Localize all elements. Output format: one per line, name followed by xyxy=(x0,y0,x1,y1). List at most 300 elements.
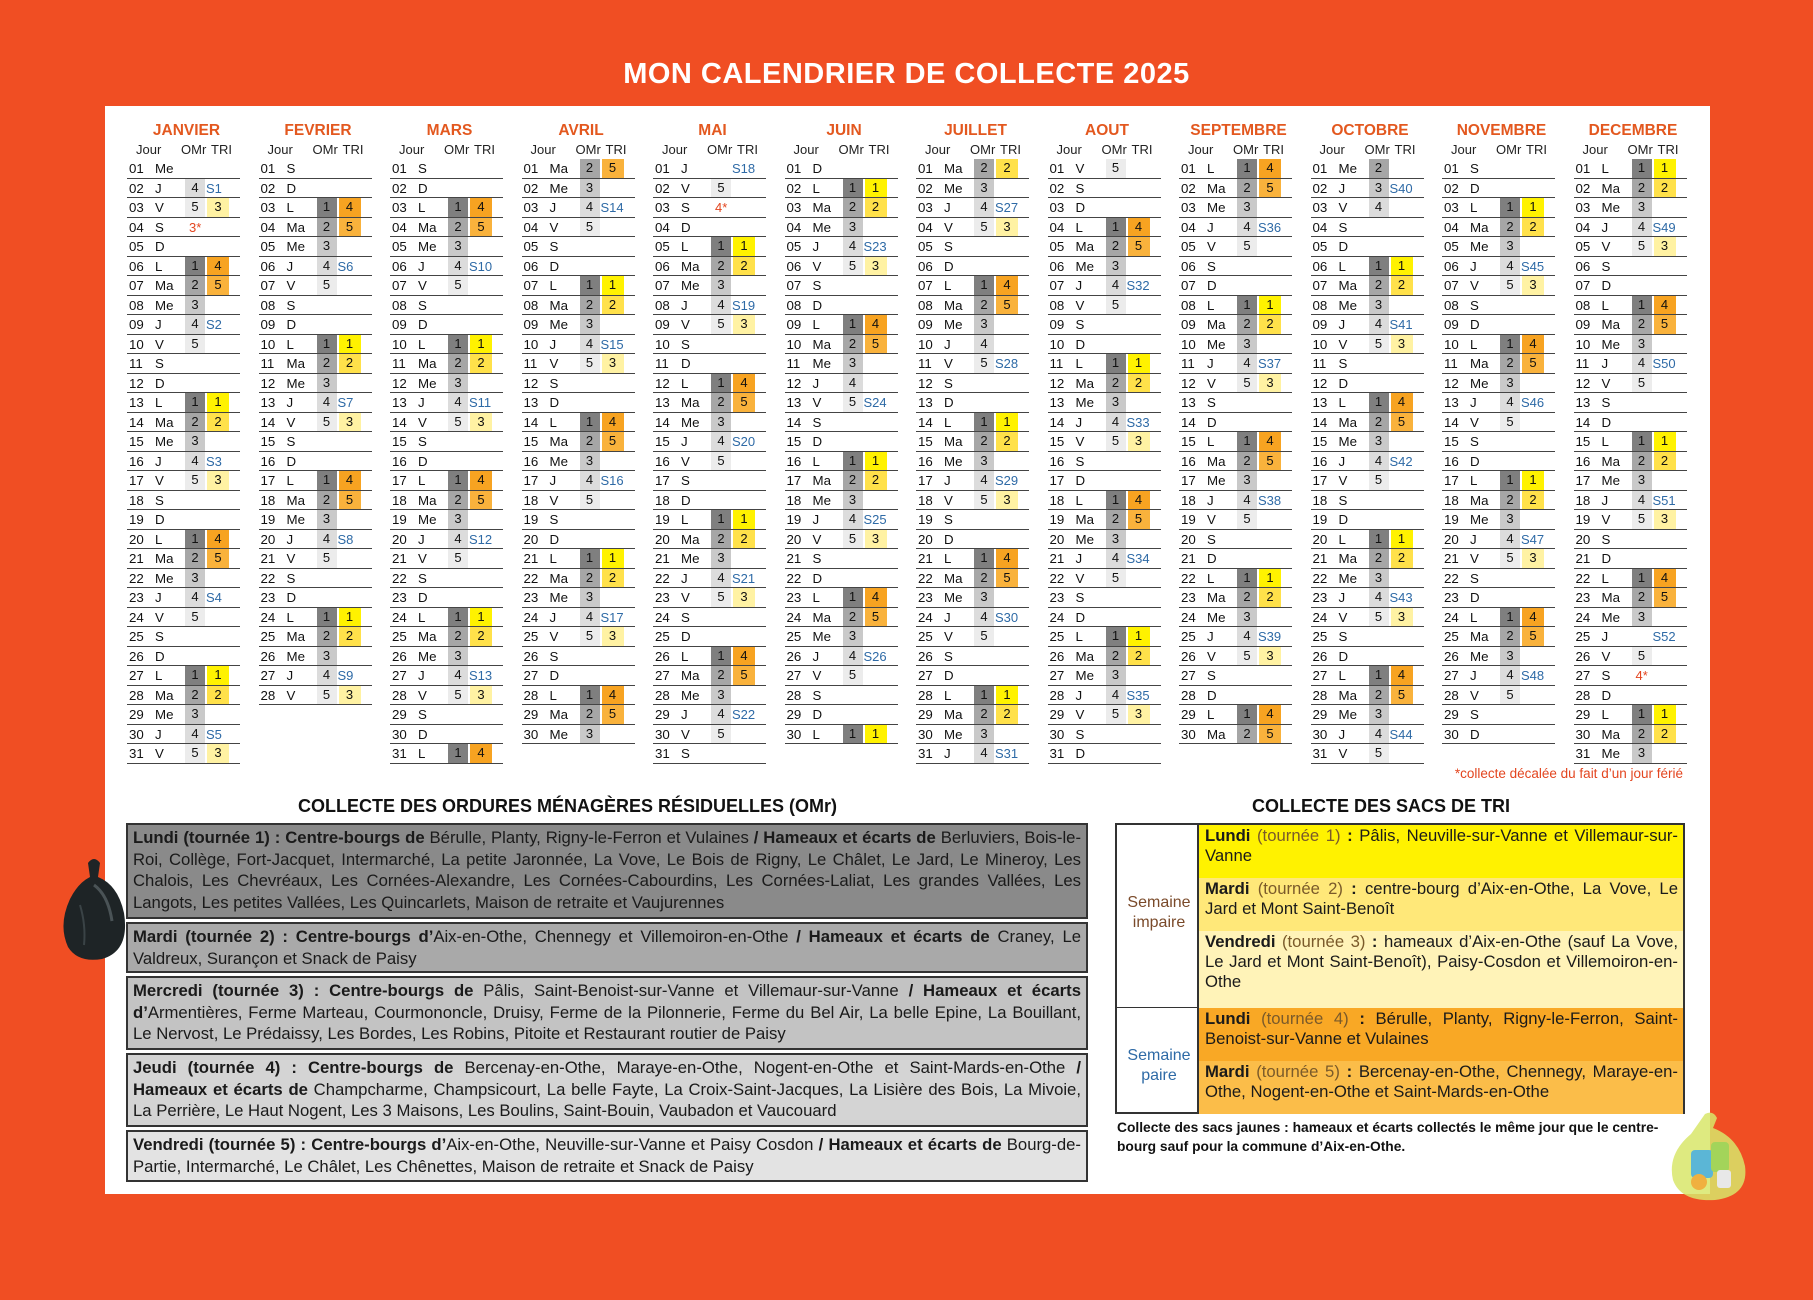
tri-tour: 2 xyxy=(996,432,1018,451)
day-number: 17 xyxy=(1049,473,1065,488)
omr-tour: 2 xyxy=(1500,354,1520,373)
weekday: Ma xyxy=(418,629,437,644)
week-label: S9 xyxy=(337,668,354,683)
weekday: Me xyxy=(418,512,437,527)
tri-tour: 3 xyxy=(207,744,229,763)
day-row xyxy=(1179,198,1292,218)
day-row xyxy=(1048,432,1161,452)
day-row xyxy=(1311,315,1424,335)
tri-tour: 1 xyxy=(1654,705,1676,724)
tri-tour: 3 xyxy=(1654,510,1676,529)
day-number: 03 xyxy=(786,200,802,215)
day-row xyxy=(785,627,898,647)
weekday: Me xyxy=(1207,473,1226,488)
weekday: S xyxy=(286,434,296,449)
omr-tour: 1 xyxy=(1500,335,1520,354)
day-number: 29 xyxy=(1312,707,1328,722)
day-number: 28 xyxy=(392,687,407,703)
weekday: V xyxy=(1075,161,1085,176)
weekday: Me xyxy=(812,492,831,508)
day-number: 26 xyxy=(1444,648,1459,664)
day-row xyxy=(653,315,766,335)
day-number: 15 xyxy=(1444,434,1459,449)
tri-tour: 3 xyxy=(339,686,361,705)
weekday: Ma xyxy=(155,278,174,293)
day-number: 31 xyxy=(918,746,933,761)
day-number: 07 xyxy=(392,278,407,293)
omr-tour: 5 xyxy=(448,276,468,295)
day-number: 01 xyxy=(918,161,933,176)
day-row xyxy=(1179,471,1292,491)
tri-tour: 3 xyxy=(1522,549,1544,568)
weekday: D xyxy=(681,356,691,371)
weekday: L xyxy=(1338,395,1346,410)
omr-tour: 5 xyxy=(711,179,731,198)
day-number: 24 xyxy=(1444,609,1459,625)
tri-row-5: Mardi (tournée 5) : Bercenay-en-Othe, Chennegy, Maraye-en-Othe, Nogent-en-Othe et Saint-Mards-en-Othe xyxy=(1197,1061,1683,1114)
weekday: V xyxy=(1601,239,1611,254)
omr-tour: 4 xyxy=(1500,530,1520,549)
day-row xyxy=(522,666,635,686)
day-number: 15 xyxy=(655,434,670,449)
day-row xyxy=(785,276,898,296)
omr-tour: 4 xyxy=(317,530,337,549)
omr-tour: 3 xyxy=(580,452,600,471)
day-row xyxy=(1048,744,1161,764)
tri-tour: 3 xyxy=(207,471,229,490)
day-number: 12 xyxy=(1181,375,1196,391)
weekday: Me xyxy=(812,629,831,644)
weekday: L xyxy=(1075,356,1083,371)
tri-tour: 5 xyxy=(470,491,492,510)
day-number: 12 xyxy=(786,375,802,391)
week-label: S20 xyxy=(732,434,756,449)
header-omr: OMr xyxy=(444,142,470,157)
omr-tour: 4 xyxy=(843,237,863,256)
day-row xyxy=(785,647,898,667)
weekday: Ma xyxy=(812,200,831,215)
day-row xyxy=(785,354,898,374)
header-omr: OMr xyxy=(970,142,996,157)
day-row xyxy=(522,432,635,452)
month-name: JANVIER xyxy=(152,122,221,139)
day-row xyxy=(1179,315,1292,335)
weekday: Me xyxy=(155,161,174,176)
day-row xyxy=(653,744,766,764)
omr-block-4: Jeudi (tournée 4) : Centre-bourgs de Bercenay-en-Othe, Maraye-en-Othe, Nogent-en-Othe et Saint-Mards-en-Othe / Hameaux et écarts de Champcharme, Champsicourt, La belle Fayte, La Croix-Saint-Jacques, La Lisière des Bois, La Mivoie, La Perrière, Le Haut Nogent, Les 3 Maisons, Les Boulins, Saint-Bouin, Vaubadon et Vaucouard xyxy=(126,1053,1088,1127)
omr-tour: 3 xyxy=(1369,179,1389,198)
weekday: Me xyxy=(681,551,700,566)
weekday: Me xyxy=(681,687,700,703)
day-row xyxy=(1048,393,1161,413)
weekday: S xyxy=(155,219,164,235)
weekday: D xyxy=(1075,746,1086,761)
weekday: S xyxy=(1470,707,1479,722)
weekday: S xyxy=(681,609,690,625)
tri-tour: 3 xyxy=(602,627,624,646)
day-number: 29 xyxy=(129,707,144,722)
weekday: S xyxy=(944,375,953,391)
day-row xyxy=(1048,159,1161,179)
day-number: 23 xyxy=(786,590,802,605)
tri-tour: 5 xyxy=(602,432,624,451)
day-row xyxy=(1311,491,1424,511)
day-number: 11 xyxy=(1444,356,1458,371)
day-number: 25 xyxy=(786,629,802,644)
day-row xyxy=(390,432,503,452)
day-number: 23 xyxy=(1181,590,1196,605)
omr-tour: 5 xyxy=(580,218,600,237)
tri-tour: 2 xyxy=(1391,276,1413,295)
omr-tour: 3 xyxy=(317,647,337,666)
omr-tour: 5 xyxy=(1500,276,1520,295)
tri-tour: 2 xyxy=(1259,588,1281,607)
day-row xyxy=(653,647,766,667)
omr-tour: 4 xyxy=(1369,725,1389,744)
day-row xyxy=(1311,237,1424,257)
tri-tour: 1 xyxy=(339,335,361,354)
day-number: 20 xyxy=(1444,531,1459,547)
day-row xyxy=(785,608,898,628)
header-tri: TRI xyxy=(868,142,890,157)
omr-tour: 3 xyxy=(1237,471,1257,490)
omr-tour: 3 xyxy=(580,588,600,607)
weekday: Ma xyxy=(1338,414,1357,430)
day-number: 30 xyxy=(1181,726,1196,742)
weekday: Ma xyxy=(1601,180,1620,196)
day-row xyxy=(1574,491,1687,511)
weekday: V xyxy=(1338,746,1348,761)
day-number: 17 xyxy=(1312,473,1328,488)
omr-tour: 5 xyxy=(843,257,863,276)
omr-tour: 5 xyxy=(1500,413,1520,432)
day-row xyxy=(785,686,898,706)
day-number: 25 xyxy=(1181,629,1196,644)
omr-tour: 2 xyxy=(711,257,731,276)
omr-tour: 3 xyxy=(1632,744,1652,763)
day-number: 01 xyxy=(1049,161,1065,176)
day-number: 13 xyxy=(392,395,407,410)
day-number: 24 xyxy=(918,609,933,625)
day-row xyxy=(1574,218,1687,238)
day-row xyxy=(1048,257,1161,277)
omr-tour: 5 xyxy=(580,491,600,510)
day-row xyxy=(653,530,766,550)
day-number: 17 xyxy=(129,473,144,488)
day-row xyxy=(259,413,372,433)
weekday: Me xyxy=(681,278,700,293)
day-row xyxy=(1311,647,1424,667)
week-label: S40 xyxy=(1389,180,1413,196)
week-label: S23 xyxy=(863,239,887,254)
day-number: 05 xyxy=(1575,239,1591,254)
day-number: 16 xyxy=(786,453,802,469)
day-row xyxy=(916,647,1029,667)
tri-tour: 1 xyxy=(865,452,887,471)
tri-tour: 2 xyxy=(996,159,1018,178)
day-row xyxy=(916,335,1029,355)
day-row xyxy=(522,725,635,745)
week-label: S45 xyxy=(1521,258,1545,274)
day-number: 19 xyxy=(129,512,144,527)
weekday: J xyxy=(549,336,557,352)
omr-tour: 2 xyxy=(974,569,994,588)
tri-tour: 5 xyxy=(1259,452,1281,471)
weekday: S xyxy=(1338,492,1348,508)
day-number: 10 xyxy=(1575,336,1591,352)
day-row xyxy=(259,686,372,706)
day-row xyxy=(785,257,898,277)
day-row xyxy=(522,179,635,199)
tri-tour: 1 xyxy=(996,413,1018,432)
day-row xyxy=(1442,296,1555,316)
header-jour: Jour xyxy=(267,142,293,157)
weekday: L xyxy=(1075,629,1083,644)
week-label: S34 xyxy=(1126,551,1150,566)
weekday: V xyxy=(944,219,953,235)
day-number: 21 xyxy=(260,551,276,566)
day-number: 03 xyxy=(1444,200,1459,215)
day-row xyxy=(390,725,503,745)
omr-tour: 1 xyxy=(843,452,863,471)
day-row xyxy=(1311,159,1424,179)
weekday: D xyxy=(1470,180,1480,196)
weekday: D xyxy=(1338,239,1349,254)
day-row xyxy=(390,744,503,764)
day-number: 30 xyxy=(1049,726,1065,742)
day-number: 31 xyxy=(129,746,144,761)
weekday: D xyxy=(812,570,823,586)
omr-tour: 5 xyxy=(1106,432,1126,451)
week-label: S8 xyxy=(337,531,354,547)
omr-tour: 5 xyxy=(974,354,994,373)
weekday: L xyxy=(1470,473,1478,488)
day-row xyxy=(390,549,503,569)
day-row xyxy=(653,335,766,355)
weekday: V xyxy=(1075,570,1085,586)
day-number: 01 xyxy=(655,161,670,176)
tri-tour: 1 xyxy=(1522,471,1544,490)
omr-tour: 5 xyxy=(1632,237,1652,256)
day-number: 22 xyxy=(1049,570,1065,586)
weekday: J xyxy=(418,258,425,274)
tri-tour: 1 xyxy=(865,179,887,198)
day-row xyxy=(653,237,766,257)
weekday: Me xyxy=(286,375,305,391)
weekday: S xyxy=(1470,434,1479,449)
day-row xyxy=(653,413,766,433)
month-name: JUILLET xyxy=(944,122,1007,139)
day-number: 17 xyxy=(1181,473,1196,488)
weekday: L xyxy=(944,414,952,430)
weekday: V xyxy=(549,629,559,644)
day-number: 11 xyxy=(786,356,801,371)
weekday: D xyxy=(944,668,954,683)
day-number: 11 xyxy=(918,356,932,371)
day-row xyxy=(127,159,240,179)
weekday: S xyxy=(944,648,953,664)
day-row xyxy=(390,315,503,335)
day-row xyxy=(127,413,240,433)
day-row xyxy=(1574,276,1687,296)
omr-tour: 5 xyxy=(1237,510,1257,529)
day-row xyxy=(1179,218,1292,238)
weekday: J xyxy=(1601,219,1609,235)
day-row xyxy=(1574,744,1687,764)
day-number: 21 xyxy=(1444,551,1459,566)
tri-tour: 5 xyxy=(733,666,755,685)
day-row xyxy=(127,588,240,608)
tri-tour: 3 xyxy=(865,257,887,276)
day-row xyxy=(522,335,635,355)
day-row xyxy=(1574,237,1687,257)
tri-tour: 4 xyxy=(1128,218,1150,237)
day-row xyxy=(1574,198,1687,218)
week-label: S30 xyxy=(995,609,1019,625)
day-number: 06 xyxy=(1312,258,1328,274)
day-number: 27 xyxy=(1444,668,1459,683)
day-number: 18 xyxy=(1049,492,1065,508)
week-label: S49 xyxy=(1652,219,1676,235)
day-row xyxy=(1574,686,1687,706)
weekday: Ma xyxy=(1470,356,1489,371)
day-row xyxy=(1179,549,1292,569)
day-row xyxy=(522,608,635,628)
day-row xyxy=(1048,666,1161,686)
day-row xyxy=(522,296,635,316)
weekday: Ma xyxy=(681,668,700,683)
omr-tour: 4 xyxy=(185,315,205,334)
day-number: 05 xyxy=(129,239,144,254)
weekday: Me xyxy=(1075,395,1094,410)
weekday: Me xyxy=(1470,512,1489,527)
day-number: 21 xyxy=(1049,551,1065,566)
tri-tour: 5 xyxy=(733,393,755,412)
day-row xyxy=(1574,569,1687,589)
tri-tour: 1 xyxy=(207,666,229,685)
day-number: 05 xyxy=(1312,239,1328,254)
tri-tour: 3 xyxy=(470,413,492,432)
header-jour: Jour xyxy=(530,142,556,157)
week-label: S2 xyxy=(206,317,222,332)
day-number: 09 xyxy=(1181,317,1196,332)
header-tri: TRI xyxy=(1394,142,1416,157)
day-row xyxy=(1442,218,1555,238)
day-number: 22 xyxy=(392,570,407,586)
header-omr: OMr xyxy=(1627,142,1653,157)
day-number: 15 xyxy=(1312,434,1328,449)
weekday: Ma xyxy=(944,434,963,449)
weekday: Ma xyxy=(1470,492,1489,508)
day-row xyxy=(1048,530,1161,550)
omr-tour: 2 xyxy=(1237,588,1257,607)
weekday: J xyxy=(1338,317,1346,332)
day-number: 08 xyxy=(129,297,144,313)
tri-tour: 4 xyxy=(733,374,755,393)
day-number: 28 xyxy=(523,687,539,703)
day-row xyxy=(127,666,240,686)
day-row xyxy=(522,588,635,608)
day-row xyxy=(1179,296,1292,316)
weekday: Ma xyxy=(1207,317,1226,332)
day-row xyxy=(1048,335,1161,355)
day-row xyxy=(259,510,372,530)
day-row xyxy=(1179,374,1292,394)
day-row xyxy=(916,744,1029,764)
day-number: 15 xyxy=(1181,434,1196,449)
day-number: 02 xyxy=(523,180,539,196)
tri-tour: 3 xyxy=(733,588,755,607)
day-number: 06 xyxy=(786,258,802,274)
page-title: MON CALENDRIER DE COLLECTE 2025 xyxy=(623,58,1190,90)
tri-tour: 3 xyxy=(1259,374,1281,393)
day-row xyxy=(390,705,503,725)
omr-tour: 1 xyxy=(185,257,205,276)
weekday: Me xyxy=(1075,258,1094,274)
day-number: 24 xyxy=(655,609,670,625)
tri-tour: 3 xyxy=(1391,608,1413,627)
day-number: 07 xyxy=(129,278,144,293)
day-number: 10 xyxy=(1181,336,1196,352)
day-number: 16 xyxy=(523,453,539,469)
week-label: S21 xyxy=(732,570,756,586)
omr-tour: 2 xyxy=(448,354,468,373)
day-number: 20 xyxy=(1312,531,1328,547)
day-row xyxy=(916,725,1029,745)
day-row xyxy=(653,393,766,413)
omr-tour: 2 xyxy=(974,705,994,724)
day-row xyxy=(259,471,372,491)
calendar-grid xyxy=(127,122,1707,787)
day-number: 02 xyxy=(260,180,276,196)
weekday: V xyxy=(155,200,164,215)
header-tri: TRI xyxy=(1263,142,1284,157)
day-number: 17 xyxy=(1575,473,1591,488)
day-row xyxy=(259,491,372,511)
omr-tour: 3 xyxy=(1106,393,1126,412)
day-row xyxy=(1048,315,1161,335)
day-row xyxy=(1048,627,1161,647)
day-row xyxy=(1048,276,1161,296)
weekday: J xyxy=(812,239,820,254)
week-label: S38 xyxy=(1258,492,1282,508)
day-number: 21 xyxy=(1312,551,1328,566)
content-panel xyxy=(105,106,1710,1194)
omr-tour: 5 xyxy=(185,335,205,354)
weekday: S xyxy=(812,414,822,430)
day-number: 06 xyxy=(1575,258,1591,274)
day-number: 28 xyxy=(1312,687,1328,703)
omr-tour: 5 xyxy=(711,315,731,334)
day-row xyxy=(390,588,503,608)
day-row xyxy=(1311,569,1424,589)
omr-tour: 1 xyxy=(1106,218,1126,237)
tri-tour: 1 xyxy=(1391,530,1413,549)
day-row xyxy=(916,686,1029,706)
weekday: J xyxy=(418,531,425,547)
day-number: 10 xyxy=(392,336,407,352)
day-row xyxy=(1311,549,1424,569)
weekday: L xyxy=(286,336,294,352)
omr-tour: 3 xyxy=(974,315,994,334)
tri-tour: 5 xyxy=(470,218,492,237)
day-number: 09 xyxy=(523,317,539,332)
column-headers xyxy=(1179,140,1292,159)
day-row xyxy=(522,198,635,218)
weekday: V xyxy=(944,492,953,508)
weekday: Me xyxy=(944,453,963,469)
day-row xyxy=(653,432,766,452)
